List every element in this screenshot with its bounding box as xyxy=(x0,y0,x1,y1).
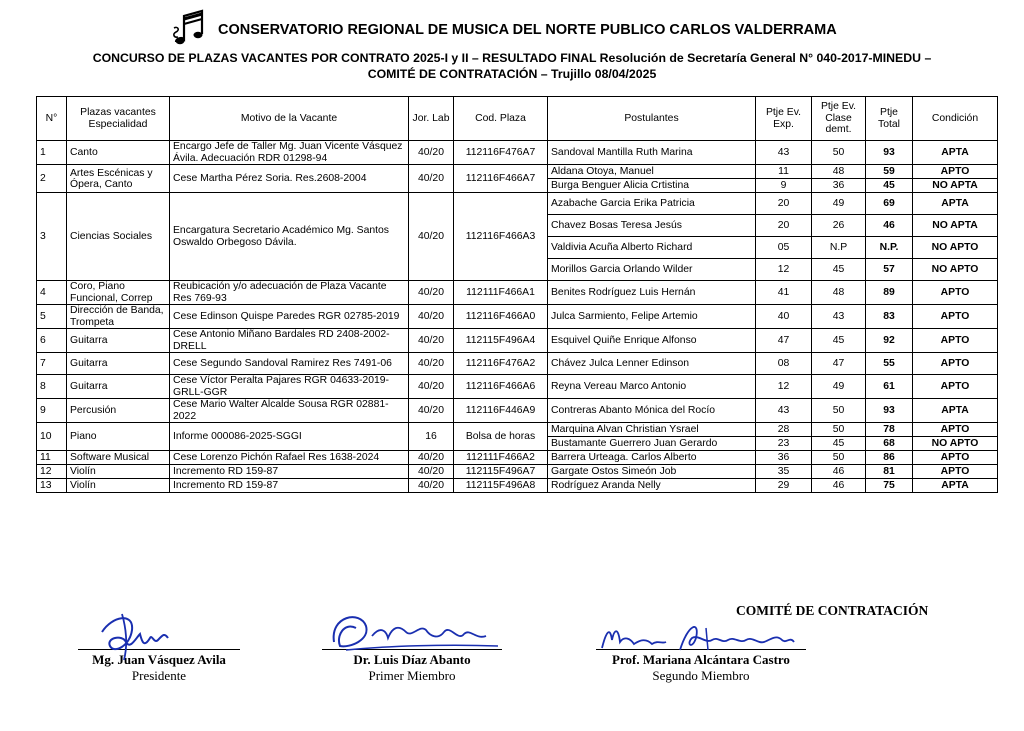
cell-motivo: Cese Lorenzo Pichón Rafael Res 1638-2024 xyxy=(170,451,409,465)
cell-ptje-total: 86 xyxy=(866,451,913,465)
cell-cod-plaza: 112115F496A8 xyxy=(454,479,548,493)
table-row xyxy=(37,479,998,493)
header-cod: Cod. Plaza xyxy=(454,97,548,141)
signer-name-president: Mg. Juan Vásquez Avila xyxy=(92,652,226,667)
cell-ptje-exp: 43 xyxy=(756,141,812,165)
cell-ptje-exp: 23 xyxy=(756,437,812,451)
cell-condicion: APTO xyxy=(913,451,998,465)
cell-condicion: APTO xyxy=(913,465,998,479)
cell-jornada: 40/20 xyxy=(409,375,454,399)
cell-ptje-total: 57 xyxy=(866,259,913,281)
cell-cod-plaza: 112111F466A2 xyxy=(454,451,548,465)
cell-plaza: Dirección de Banda, Trompeta xyxy=(67,305,170,329)
cell-condicion: APTO xyxy=(913,375,998,399)
cell-ptje-total: 46 xyxy=(866,215,913,237)
cell-ptje-clase: 49 xyxy=(812,193,866,215)
cell-postulante: Azabache Garcia Erika Patricia xyxy=(548,193,756,215)
cell-ptje-total: 61 xyxy=(866,375,913,399)
cell-postulante: Bustamante Guerrero Juan Gerardo xyxy=(548,437,756,451)
cell-postulante: Morillos Garcia Orlando Wilder xyxy=(548,259,756,281)
cell-ptje-exp: 05 xyxy=(756,237,812,259)
cell-postulante: Valdivia Acuña Alberto Richard xyxy=(548,237,756,259)
cell-condicion: NO APTO xyxy=(913,437,998,451)
table-row xyxy=(37,141,998,165)
cell-ptje-clase: 26 xyxy=(812,215,866,237)
cell-condicion: APTO xyxy=(913,305,998,329)
cell-ptje-clase: 50 xyxy=(812,423,866,437)
cell-jornada: 40/20 xyxy=(409,165,454,193)
cell-motivo: Cese Víctor Peralta Pajares RGR 04633-2019-GRLL-GGR xyxy=(170,375,409,399)
cell-postulante: Rodríguez Aranda Nelly xyxy=(548,479,756,493)
cell-cod-plaza: 112116F466A0 xyxy=(454,305,548,329)
cell-ptje-total: 68 xyxy=(866,437,913,451)
cell-postulante: Reyna Vereau Marco Antonio xyxy=(548,375,756,399)
cell-number: 8 xyxy=(37,375,67,399)
cell-ptje-total: 81 xyxy=(866,465,913,479)
cell-ptje-exp: 40 xyxy=(756,305,812,329)
cell-motivo: Cese Edinson Quispe Paredes RGR 02785-2019 xyxy=(170,305,409,329)
cell-ptje-total: 93 xyxy=(866,399,913,423)
signer-role-second-member: Segundo Miembro xyxy=(652,668,750,683)
cell-condicion: APTO xyxy=(913,423,998,437)
cell-ptje-total: 59 xyxy=(866,165,913,179)
cell-jornada: 40/20 xyxy=(409,305,454,329)
cell-plaza: Violín xyxy=(67,465,170,479)
cell-ptje-total: 89 xyxy=(866,281,913,305)
committee-title: COMITÉ DE CONTRATACIÓN xyxy=(736,603,929,618)
cell-cod-plaza: 112116F466A7 xyxy=(454,165,548,193)
cell-ptje-clase: 45 xyxy=(812,259,866,281)
cell-jornada: 40/20 xyxy=(409,465,454,479)
cell-postulante: Contreras Abanto Mónica del Rocío xyxy=(548,399,756,423)
table-row xyxy=(37,375,998,399)
cell-condicion: NO APTA xyxy=(913,215,998,237)
table-row xyxy=(37,451,998,465)
cell-ptje-exp: 47 xyxy=(756,329,812,353)
cell-ptje-total: 78 xyxy=(866,423,913,437)
cell-ptje-clase: 46 xyxy=(812,465,866,479)
table-row xyxy=(37,353,998,375)
cell-plaza: Guitarra xyxy=(67,375,170,399)
cell-jornada: 40/20 xyxy=(409,193,454,281)
cell-motivo: Informe 000086-2025-SGGI xyxy=(170,423,409,451)
results-table xyxy=(36,96,998,493)
cell-jornada: 40/20 xyxy=(409,281,454,305)
cell-ptje-clase: 49 xyxy=(812,375,866,399)
cell-ptje-exp: 35 xyxy=(756,465,812,479)
cell-motivo: Cese Mario Walter Alcalde Sousa RGR 02881-2022 xyxy=(170,399,409,423)
header-clase: Ptje Ev. Clase demt. xyxy=(812,97,866,141)
cell-ptje-clase: 45 xyxy=(812,437,866,451)
signature-block-second-member xyxy=(596,612,806,684)
cell-number: 6 xyxy=(37,329,67,353)
cell-ptje-exp: 41 xyxy=(756,281,812,305)
cell-ptje-exp: 29 xyxy=(756,479,812,493)
handwritten-signature-first-member xyxy=(326,606,506,656)
cell-number: 7 xyxy=(37,353,67,375)
cell-cod-plaza: 112116F476A2 xyxy=(454,353,548,375)
cell-motivo: Incremento RD 159-87 xyxy=(170,479,409,493)
header-motivo: Motivo de la Vacante xyxy=(170,97,409,141)
cell-number: 2 xyxy=(37,165,67,193)
header-postulantes: Postulantes xyxy=(548,97,756,141)
cell-postulante: Aldana Otoya, Manuel xyxy=(548,165,756,179)
cell-plaza: Artes Escénicas y Ópera, Canto xyxy=(67,165,170,193)
cell-ptje-exp: 36 xyxy=(756,451,812,465)
cell-ptje-total: 92 xyxy=(866,329,913,353)
cell-number: 10 xyxy=(37,423,67,451)
cell-number: 11 xyxy=(37,451,67,465)
cell-cod-plaza: 112111F466A1 xyxy=(454,281,548,305)
signer-role-first-member: Primer Miembro xyxy=(368,668,456,683)
cell-ptje-total: 55 xyxy=(866,353,913,375)
cell-postulante: Sandoval Mantilla Ruth Marina xyxy=(548,141,756,165)
cell-ptje-exp: 11 xyxy=(756,165,812,179)
cell-postulante: Chávez Julca Lenner Edinson xyxy=(548,353,756,375)
cell-cod-plaza: Bolsa de horas xyxy=(454,423,548,451)
cell-motivo: Encargatura Secretario Académico Mg. Santos Oswaldo Orbegoso Dávila. xyxy=(170,193,409,281)
cell-jornada: 40/20 xyxy=(409,399,454,423)
table-header-row xyxy=(37,97,998,141)
cell-condicion: APTO xyxy=(913,329,998,353)
cell-cod-plaza: 112116F466A3 xyxy=(454,193,548,281)
cell-postulante: Marquina Alvan Christian Ysrael xyxy=(548,423,756,437)
cell-motivo: Cese Segundo Sandoval Ramirez Res 7491-06 xyxy=(170,353,409,375)
cell-ptje-clase: 50 xyxy=(812,141,866,165)
table-row xyxy=(37,423,998,437)
cell-ptje-exp: 20 xyxy=(756,193,812,215)
cell-ptje-clase: 43 xyxy=(812,305,866,329)
cell-plaza: Software Musical xyxy=(67,451,170,465)
cell-number: 3 xyxy=(37,193,67,281)
cell-motivo: Incremento RD 159-87 xyxy=(170,465,409,479)
cell-postulante: Chavez Bosas Teresa Jesús xyxy=(548,215,756,237)
cell-jornada: 40/20 xyxy=(409,353,454,375)
signature-block-president xyxy=(78,612,240,684)
cell-plaza: Guitarra xyxy=(67,353,170,375)
cell-motivo: Encargo Jefe de Taller Mg. Juan Vicente Vásquez Ávila. Adecuación RDR 01298-94 xyxy=(170,141,409,165)
cell-ptje-clase: 48 xyxy=(812,281,866,305)
cell-ptje-exp: 43 xyxy=(756,399,812,423)
institution-title: CONSERVATORIO REGIONAL DE MUSICA DEL NORTE PUBLICO CARLOS VALDERRAMA xyxy=(218,22,837,38)
cell-ptje-exp: 20 xyxy=(756,215,812,237)
cell-cod-plaza: 112116F446A9 xyxy=(454,399,548,423)
contest-title: CONCURSO DE PLAZAS VACANTES POR CONTRATO 2025-I y II – RESULTADO FINAL Resolución de Secretaría General N° 040-2017-MINEDU – xyxy=(92,51,932,65)
committee-date-title: COMITÉ DE CONTRATACIÓN – Trujillo 08/04/2025 xyxy=(367,67,657,81)
table-row xyxy=(37,281,998,305)
cell-condicion: APTO xyxy=(913,281,998,305)
music-notes-logo-icon xyxy=(172,8,208,48)
cell-condicion: NO APTO xyxy=(913,259,998,281)
cell-ptje-total: 93 xyxy=(866,141,913,165)
table-row xyxy=(37,329,998,353)
cell-condicion: APTO xyxy=(913,353,998,375)
cell-ptje-exp: 12 xyxy=(756,259,812,281)
cell-ptje-exp: 12 xyxy=(756,375,812,399)
cell-ptje-clase: N.P xyxy=(812,237,866,259)
table-row xyxy=(37,465,998,479)
cell-ptje-clase: 50 xyxy=(812,451,866,465)
cell-jornada: 40/20 xyxy=(409,141,454,165)
handwritten-signature-president xyxy=(92,608,202,664)
cell-ptje-exp: 9 xyxy=(756,179,812,193)
cell-ptje-clase: 46 xyxy=(812,479,866,493)
signer-name-second-member: Prof. Mariana Alcántara Castro xyxy=(612,652,790,667)
cell-jornada: 40/20 xyxy=(409,451,454,465)
cell-plaza: Piano xyxy=(67,423,170,451)
handwritten-signature-second-member xyxy=(596,614,806,660)
cell-condicion: APTA xyxy=(913,479,998,493)
cell-number: 5 xyxy=(37,305,67,329)
cell-postulante: Gargate Ostos Simeón Job xyxy=(548,465,756,479)
cell-number: 9 xyxy=(37,399,67,423)
cell-postulante: Burga Benguer Alicia Crtistina xyxy=(548,179,756,193)
cell-jornada: 40/20 xyxy=(409,479,454,493)
cell-condicion: APTO xyxy=(913,165,998,179)
cell-postulante: Barrera Urteaga. Carlos Alberto xyxy=(548,451,756,465)
cell-ptje-total: 75 xyxy=(866,479,913,493)
cell-ptje-total: N.P. xyxy=(866,237,913,259)
cell-plaza: Violín xyxy=(67,479,170,493)
header-total: Ptje Total xyxy=(866,97,913,141)
cell-number: 13 xyxy=(37,479,67,493)
cell-number: 4 xyxy=(37,281,67,305)
cell-ptje-clase: 36 xyxy=(812,179,866,193)
cell-jornada: 40/20 xyxy=(409,329,454,353)
cell-motivo: Cese Antonio Miñano Bardales RD 2408-2002-DRELL xyxy=(170,329,409,353)
cell-ptje-exp: 08 xyxy=(756,353,812,375)
cell-number: 1 xyxy=(37,141,67,165)
cell-motivo: Cese Martha Pérez Soria. Res.2608-2004 xyxy=(170,165,409,193)
cell-condicion: NO APTO xyxy=(913,237,998,259)
cell-ptje-exp: 28 xyxy=(756,423,812,437)
cell-ptje-total: 83 xyxy=(866,305,913,329)
cell-cod-plaza: 112116F466A6 xyxy=(454,375,548,399)
cell-ptje-clase: 45 xyxy=(812,329,866,353)
cell-plaza: Percusión xyxy=(67,399,170,423)
signature-block-first-member xyxy=(322,612,502,684)
cell-condicion: APTA xyxy=(913,399,998,423)
cell-jornada: 16 xyxy=(409,423,454,451)
signer-name-first-member: Dr. Luis Díaz Abanto xyxy=(353,652,471,667)
cell-cod-plaza: 112115F496A4 xyxy=(454,329,548,353)
cell-plaza: Coro, Piano Funcional, Correp xyxy=(67,281,170,305)
table-row xyxy=(37,305,998,329)
table-row xyxy=(37,165,998,179)
cell-condicion: APTA xyxy=(913,193,998,215)
cell-condicion: NO APTA xyxy=(913,179,998,193)
header-jor: Jor. Lab xyxy=(409,97,454,141)
header-condicion: Condición xyxy=(913,97,998,141)
header-exp: Ptje Ev. Exp. xyxy=(756,97,812,141)
header-n: N° xyxy=(37,97,67,141)
header-plaza: Plazas vacantes Especialidad xyxy=(67,97,170,141)
cell-postulante: Julca Sarmiento, Felipe Artemio xyxy=(548,305,756,329)
cell-plaza: Guitarra xyxy=(67,329,170,353)
cell-number: 12 xyxy=(37,465,67,479)
table-row xyxy=(37,399,998,423)
cell-plaza: Canto xyxy=(67,141,170,165)
cell-ptje-total: 45 xyxy=(866,179,913,193)
results-body xyxy=(37,141,998,493)
cell-ptje-clase: 50 xyxy=(812,399,866,423)
cell-cod-plaza: 112116F476A7 xyxy=(454,141,548,165)
cell-ptje-clase: 48 xyxy=(812,165,866,179)
table-row xyxy=(37,193,998,215)
cell-postulante: Esquivel Quiñe Enrique Alfonso xyxy=(548,329,756,353)
cell-ptje-clase: 47 xyxy=(812,353,866,375)
cell-condicion: APTA xyxy=(913,141,998,165)
signer-role-president: Presidente xyxy=(131,668,187,683)
cell-ptje-total: 69 xyxy=(866,193,913,215)
cell-cod-plaza: 112115F496A7 xyxy=(454,465,548,479)
cell-motivo: Reubicación y/o adecuación de Plaza Vacante Res 769-93 xyxy=(170,281,409,305)
cell-plaza: Ciencias Sociales xyxy=(67,193,170,281)
cell-postulante: Benites Rodríguez Luis Hernán xyxy=(548,281,756,305)
